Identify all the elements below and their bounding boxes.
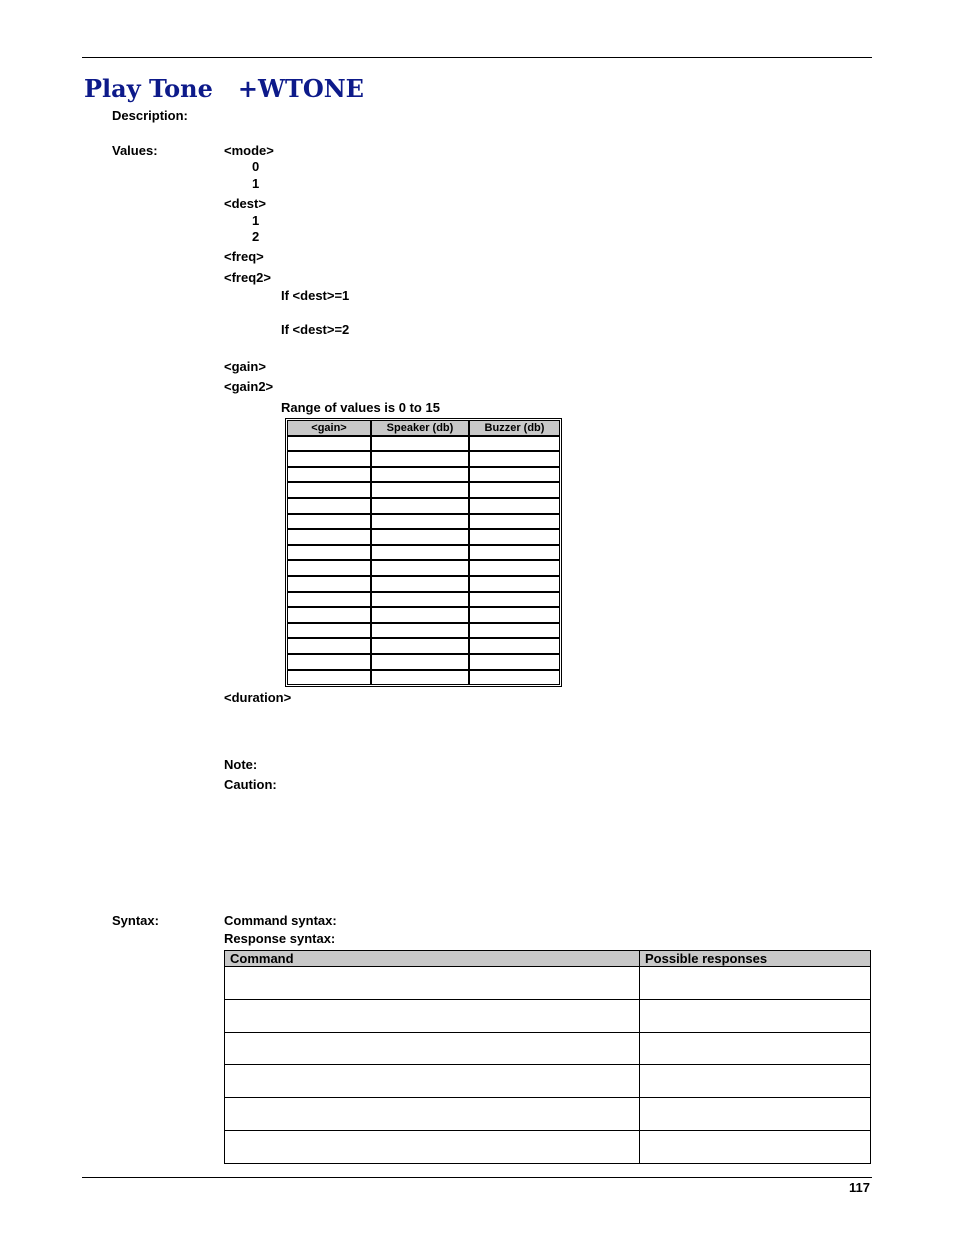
command-table-row [225,1032,871,1065]
values-label: Values: [112,143,158,158]
gain-table-row [287,436,560,452]
gain-table-cell [371,514,469,530]
gain-table-cell [287,607,371,623]
command-table-row [225,1098,871,1131]
gain-table-cell [287,654,371,670]
bottom-rule [82,1177,872,1178]
gain-table-row [287,514,560,530]
caution-label: Caution: [224,777,277,792]
command-table [224,950,871,1164]
command-table-row [225,999,871,1032]
gain-table-row [287,529,560,545]
gain-table-header-speaker: Speaker (db) [371,420,469,436]
gain-table-cell [287,545,371,561]
gain-table-cell [371,560,469,576]
command-table-row [225,1065,871,1098]
gain-table-cell [469,451,560,467]
gain-table-row [287,467,560,483]
gain-table-row [287,482,560,498]
gain-table-cell [287,670,371,686]
command-table-cell [225,1065,640,1098]
gain-table-cell [371,529,469,545]
gain-table-cell [287,498,371,514]
command-table-cell [225,1098,640,1131]
gain-table-cell [469,514,560,530]
command-table-row [225,967,871,1000]
gain-table-cell [469,545,560,561]
gain-table-cell [371,607,469,623]
gain-table-cell [469,670,560,686]
command-table-body [225,967,871,1164]
description-label: Description: [112,108,188,123]
command-table-header-responses: Possible responses [640,951,871,967]
gain-table-cell [469,654,560,670]
page-title: Play Tone +WTONE [84,74,364,103]
gain-table-row [287,560,560,576]
command-table-cell [640,1130,871,1163]
command-table-cell [225,1130,640,1163]
gain-table-cell [371,467,469,483]
command-syntax-label: Command syntax: [224,913,337,928]
note-label: Note: [224,757,258,772]
gain-table-cell [469,623,560,639]
dest-option-2: 2 [252,229,260,244]
gain-table-body [287,436,560,686]
gain-table-cell [371,498,469,514]
dest-option-1: 1 [252,213,260,228]
gain-table-cell [371,545,469,561]
syntax-label: Syntax: [112,913,159,928]
gain2-param: <gain2> [224,379,274,394]
gain-table [285,418,562,687]
command-table-header-command: Command [225,951,640,967]
gain-table-row [287,545,560,561]
gain-table-row [287,607,560,623]
gain-table-cell [371,670,469,686]
mode-option-0: 0 [252,159,260,174]
command-table-cell [225,1032,640,1065]
command-table-row [225,1130,871,1163]
gain-table-row [287,623,560,639]
gain-table-cell [287,592,371,608]
gain-param: <gain> [224,359,266,374]
gain-table-cell [371,436,469,452]
gain-table-cell [469,560,560,576]
gain-table-row [287,498,560,514]
mode-param: <mode> [224,143,274,158]
gain-table-header-buzzer: Buzzer (db) [469,420,560,436]
gain-table-row [287,654,560,670]
gain-table-cell [287,560,371,576]
gain-table-cell [287,467,371,483]
gain-table-cell [469,529,560,545]
gain-table-header-gain: <gain> [287,420,371,436]
mode-option-1: 1 [252,176,260,191]
gain-table-cell [287,514,371,530]
gain-table-row [287,670,560,686]
gain-table-row [287,638,560,654]
gain-range-text: Range of values is 0 to 15 [281,400,440,415]
gain-table-cell [287,576,371,592]
command-table-cell [640,1098,871,1131]
gain-table-cell [469,638,560,654]
command-table-cell [640,1032,871,1065]
gain-table-cell [371,654,469,670]
command-table-cell [640,999,871,1032]
gain-table-cell [469,482,560,498]
duration-param: <duration> [224,690,292,705]
gain-table-cell [287,623,371,639]
gain-table-row [287,451,560,467]
dest-param: <dest> [224,196,266,211]
gain-table-cell [469,436,560,452]
gain-table-cell [287,638,371,654]
gain-table-cell [469,592,560,608]
command-table-cell [640,967,871,1000]
gain-table-row [287,592,560,608]
gain-table-cell [371,482,469,498]
page-number: 117 [849,1180,870,1195]
freq2-condition-dest2: If <dest>=2 [281,322,350,337]
gain-table-row [287,576,560,592]
freq-param: <freq> [224,249,264,264]
gain-table-cell [371,623,469,639]
gain-table-cell [287,482,371,498]
gain-table-cell [371,592,469,608]
gain-table-cell [287,451,371,467]
command-table-cell [640,1065,871,1098]
gain-table-cell [371,451,469,467]
response-syntax-label: Response syntax: [224,931,336,946]
gain-table-cell [469,576,560,592]
freq2-param: <freq2> [224,270,271,285]
top-rule [82,57,872,58]
gain-table-cell [287,436,371,452]
gain-table-cell [469,607,560,623]
gain-table-cell [469,498,560,514]
gain-table-cell [371,576,469,592]
command-table-cell [225,967,640,1000]
command-table-cell [225,999,640,1032]
gain-table-cell [469,467,560,483]
gain-table-cell [287,529,371,545]
gain-table-cell [371,638,469,654]
freq2-condition-dest1: If <dest>=1 [281,288,350,303]
